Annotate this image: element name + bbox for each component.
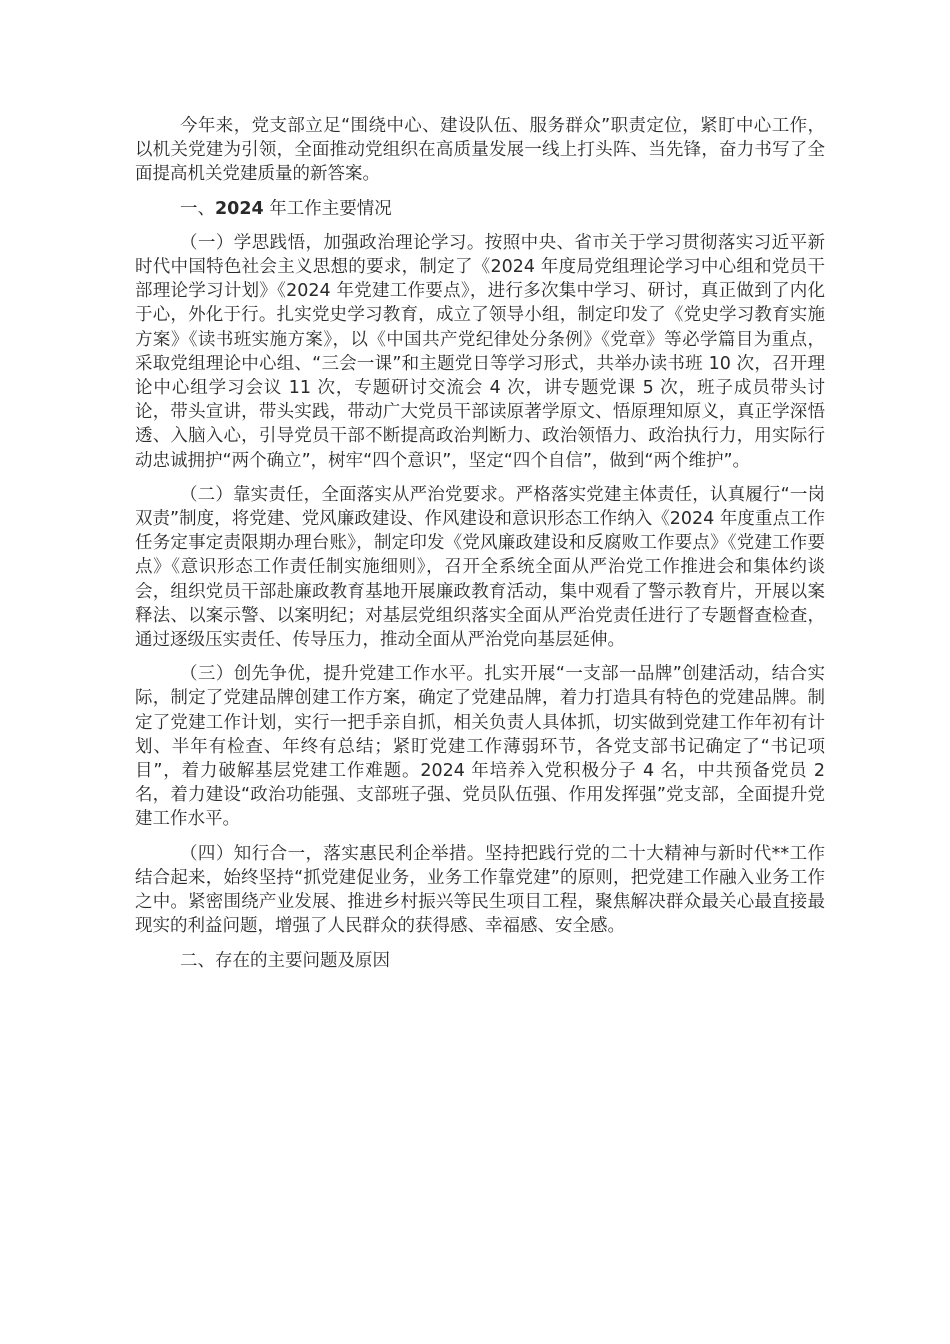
section-heading-2: 二、存在的主要问题及原因 <box>180 950 390 971</box>
section-heading-1-year: 2024 <box>215 198 264 219</box>
section-heading-1-suffix: 年工作主要情况 <box>263 198 392 219</box>
section-heading-1-prefix: 一、 <box>180 198 215 219</box>
paragraph-responsibility: （二）靠实责任，全面落实从严治党要求。严格落实党建主体责任，认真履行“一岗双责”制度，将党建、党风廉政建设、作风建设和意识形态工作纳入《2024 年度重点工作任务定事定责限期办理台账》，制定印发《党风廉政建设和反腐败工作要点》《党建工作要点》《意识形态工作责任制实施细则》，召开全系统全面从严治党工作推进会和集体约谈会，组织党员干部赴廉政教育基地开展廉政教育活动，集中观看了警示教育片，开展以案释法、以案示警、以案明纪；对基层党组织落实全面从严治党责任进行了专题督查检查，通过逐级压实责任、传导压力，推动全面从严治党向基层延伸。 <box>135 484 825 651</box>
document-page <box>135 114 825 983</box>
paragraph-practice: （四）知行合一，落实惠民利企举措。坚持把践行党的二十大精神与新时代**工作结合起来，始终坚持“抓党建促业务，业务工作靠党建”的原则，把党建工作融入业务工作之中。紧密围绕产业发展、推进乡村振兴等民生项目工程，聚焦解决群众最关心最直接最现实的利益问题，增强了人民群众的获得感、幸福感、安全感。 <box>135 843 825 937</box>
section-heading-1 <box>135 197 825 221</box>
paragraph-study: （一）学思践悟，加强政治理论学习。按照中央、省市关于学习贯彻落实习近平新时代中国特色社会主义思想的要求，制定了《2024 年度局党组理论学习中心组和党员干部理论学习计划》《2024 年党建工作要点》，进行多次集中学习、研讨，真正做到了内化于心，外化于行。扎实党史学习教育，成立了领导小组，制定印发了《党史学习教育实施方案》《读书班实施方案》，以《中国共产党纪律处分条例》《党章》等必学篇目为重点，采取党组理论中心组、“三会一课”和主题党日等学习形式，共举办读书班 10 次，召开理论中心组学习会议 11 次，专题研讨交流会 4 次，讲专题党课 5 次，班子成员带头讨论，带头宣讲，带头实践，带动广大党员干部读原著学原文、悟原理知原义，真正学深悟透、入脑入心，引导党员干部不断提高政治判断力、政治领悟力、政治执行力，用实际行动忠诚拥护“两个确立”，树牢“四个意识”，坚定“四个自信”，做到“两个维护”。 <box>135 232 825 471</box>
intro-paragraph: 今年来，党支部立足“围绕中心、建设队伍、服务群众”职责定位，紧盯中心工作，以机关党建为引领，全面推动党组织在高质量发展一线上打头阵、当先锋，奋力书写了全面提高机关党建质量的新答案。 <box>135 116 825 185</box>
paragraph-excellence: （三）创先争优，提升党建工作水平。扎实开展“一支部一品牌”创建活动，结合实际，制定了党建品牌创建工作方案，确定了党建品牌，着力打造具有特色的党建品牌。制定了党建工作计划，实行一把手亲自抓，相关负责人具体抓，切实做到党建工作年初有计划、半年有检查、年终有总结；紧盯党建工作薄弱环节，各党支部书记确定了“书记项目”，着力破解基层党建工作难题。2024 年培养入党积极分子 4 名，中共预备党员 2 名，着力建设“政治功能强、支部班子强、党员队伍强、作用发挥强”党支部，全面提升党建工作水平。 <box>135 664 825 830</box>
